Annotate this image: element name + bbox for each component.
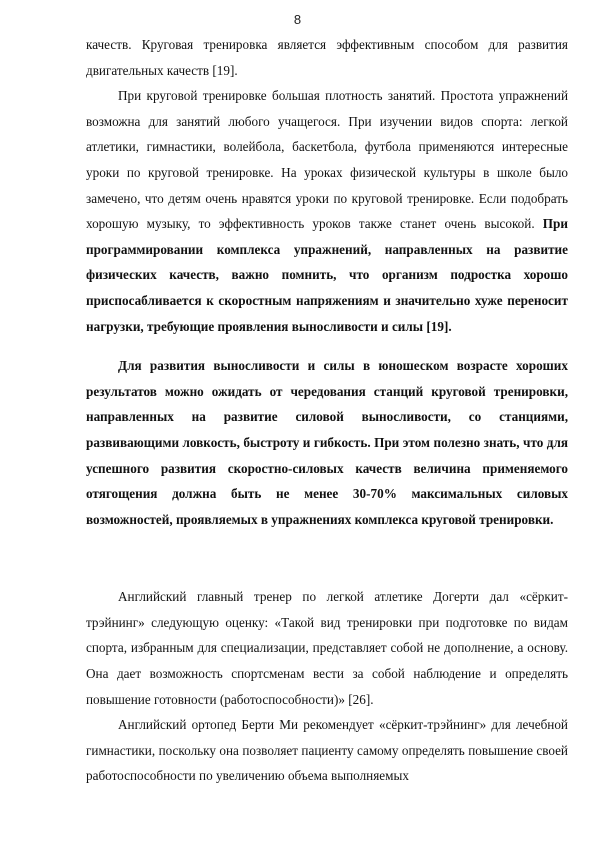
- body-text: [86, 32, 568, 789]
- paragraph-continuation: качеств. Круговая тренировка является эффективным способом для развития двигательных качеств [19].: [86, 37, 568, 78]
- paragraph-spacer-large: [86, 532, 568, 584]
- paragraph-berti-mi: Английский ортопед Берти Ми рекомендует «сёркит-трэйнинг» для лечебной гимнастики, поскольку она позволяет пациенту самому определять повышение своей работоспособности по увеличению объема выполняемых: [86, 717, 568, 784]
- paragraph-circuit-training-bold: При программировании комплекса упражнений, направленных на развитие физических качеств, важно помнить, что организм подростка хорошо приспосабливается к скоростным напряжениям и значительно хуже переносит нагрузки, требующие проявления выносливости и силы [19].: [86, 216, 568, 334]
- page-number: 8: [293, 12, 302, 27]
- paragraph-endurance: Для развития выносливости и силы в юношеском возрасте хороших результатов можно ожидать от чередования станций круговой тренировки, направленных на развитие силовой выносливости, со станциями, развивающими ловкость, быстроту и гибкость. При этом полезно знать, что для успешного развития скоростно-силовых качеств величина применяемого отягощения должна быть не менее 30-70% максимальных силовых возможностей, проявляемых в упражнениях комплекса круговой тренировки.: [86, 358, 568, 527]
- paragraph-circuit-training-text: При круговой тренировке большая плотность занятий. Простота упражнений возможна для занятий любого учащегося. При изучении видов спорта: легкой атлетики, гимнастики, волейбола, баскетбола, футбола применяются интересные уроки по круговой тренировке. На уроках физической культуры в школе было замечено, что детям очень нравятся уроки по круговой тренировке. Если подобрать хорошую музыку, то эффективность уроков также станет очень высокой.: [86, 88, 568, 232]
- paragraph-spacer: [86, 339, 568, 353]
- paragraph-circuit-training: [86, 83, 568, 339]
- paragraph-dougherty-quote: Английский главный тренер по легкой атлетике Догерти дал «сёркит-трэйнинг» следующую оценку: «Такой вид тренировки при подготовке по видам спорта, избранным для специализации, представляет собой не дополнение, а основу. Она дает возможность спортсменам вести за собой наблюдение и определять повышение готовности (работоспособности)» [26].: [86, 589, 568, 707]
